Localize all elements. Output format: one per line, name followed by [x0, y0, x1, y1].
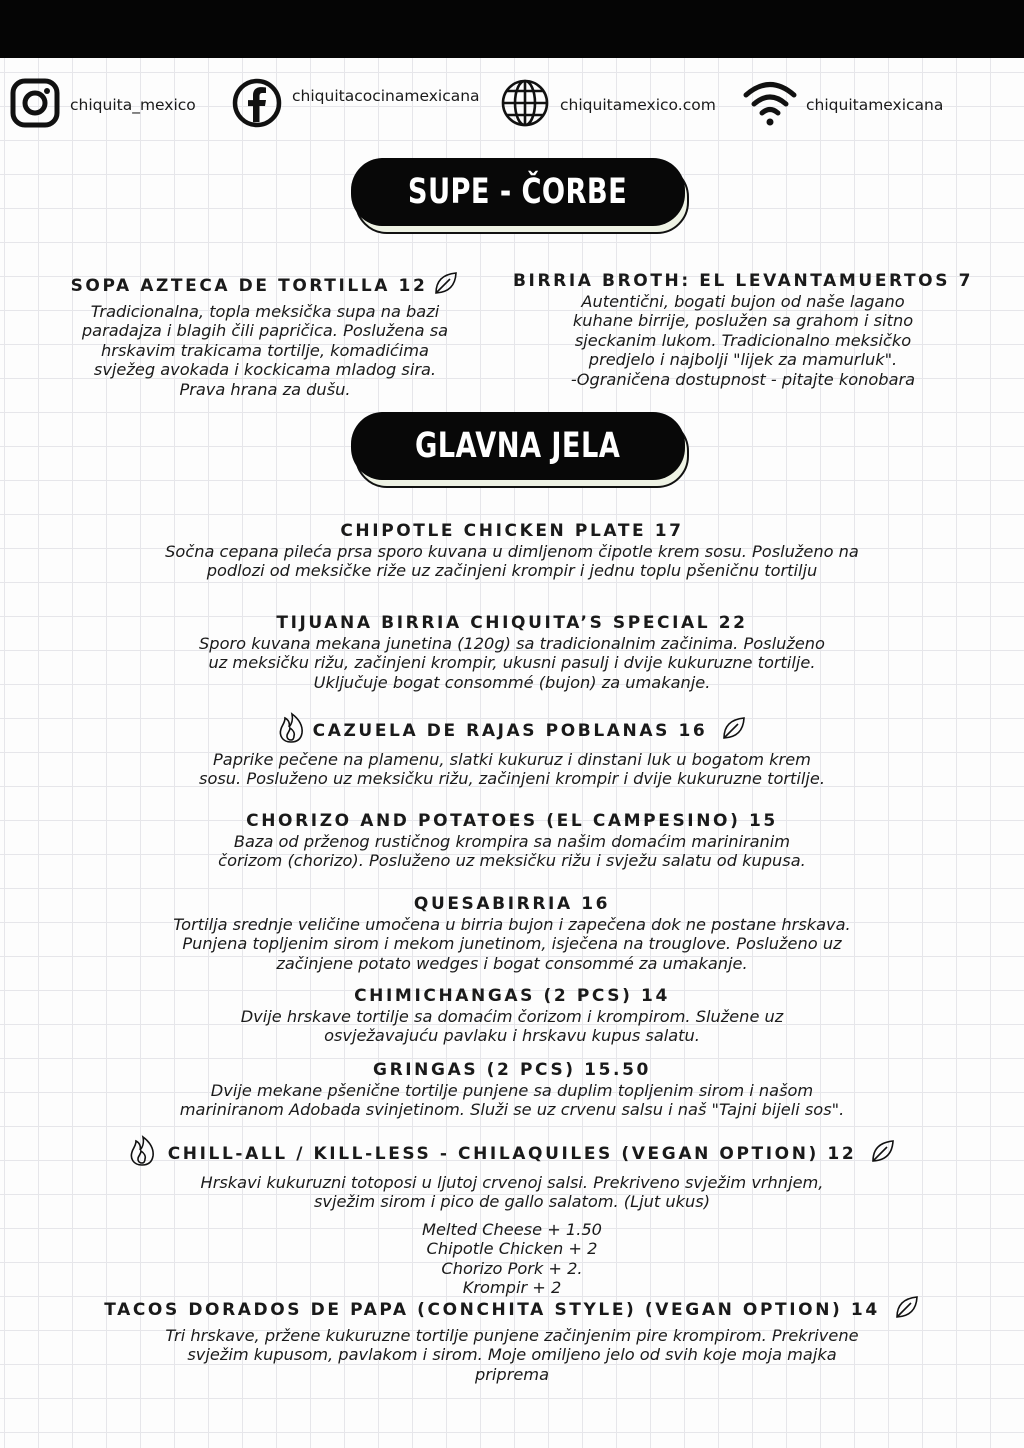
menu-item-chimichangas: CHIMICHANGAS (2 PCS) 14 Dvije hrskave tortilje sa domaćim čorizom i krompirom. Služene uz osvježavajuću pavlaku i hrskavu kupus salatu. [240, 986, 784, 1046]
section-header-soups [351, 158, 689, 234]
item-title: GRINGAS (2 PCS) 15.50 [373, 1060, 651, 1080]
menu-item-chipotle-chicken: CHIPOTLE CHICKEN PLATE 17 Sočna cepana pileća prsa sporo kuvana u dimljenom čipotle krem sosu. Posluženo na podlozi od meksičke riže uz začinjeni krompir i jednu toplu pšeničnu tortilju [165, 521, 859, 581]
menu-item-tijuana-birria: TIJUANA BIRRIA CHIQUITA’S SPECIAL 22 Sporo kuvana mekana junetina (120g) sa tradicionalnim začinima. Posluženo uz meksičku rižu, začinjeni krompir, ukusni pasulj i dvije kukuruzne tortilje. Uključuje bogat consommé (bujon) za umakanje. [199, 613, 825, 692]
menu-item-tacos-dorados: TACOS DORADOS DE PAPA (CONCHITA STYLE) (VEGAN OPTION) 14 Tri hrskave, pržene kukuruzne tortilje punjene začinjenim pire krompirom. Prekrivene svježim kupusom, pavlakom i sirom. Moje omiljeno jelo od svih koje moja majka priprema [40, 1294, 984, 1384]
menu-item-sopa-azteca: SOPA AZTECA DE TORTILLA 12 Tradicionalna, topla meksička supa na bazi paradajza i blagih čili papričica. Poslužena sa hrskavim trakicama tortilje, komadićima svježeg avokada i kockicama mladog sira. Prava hrana za dušu. [30, 270, 500, 399]
item-title: SOPA AZTECA DE TORTILLA 12 [70, 276, 428, 296]
menu-item-birria-broth: BIRRIA BROTH: EL LEVANTAMUERTOS 7 Autentični, bogati bujon od naše lagano kuhane birrije, poslužen sa grahom i sitno sjeckanim lukom. Tradicionalno meksičko predjelo i najbolji "lijek za mamurluk". -Ograničena dostupnost - pitajte konobara [512, 271, 974, 389]
wifi-icon [742, 78, 798, 132]
social-handle: chiquitacocinamexicana [292, 87, 480, 105]
leaf-icon [721, 715, 747, 747]
item-title: QUESABIRRIA 16 [413, 894, 611, 914]
globe-icon [500, 78, 550, 132]
menu-item-chorizo-potatoes: CHORIZO AND POTATOES (EL CAMPESINO) 15 Baza od prženog rustičnog krompira sa našim domaćim mariniranim čorizom (chorizo). Posluženo uz meksičku rižu i svježu salatu od kupusa. [218, 811, 806, 871]
extra-option: Chorizo Pork + 2. [441, 1258, 583, 1278]
social-website[interactable] [500, 78, 716, 132]
menu-item-quesabirria: QUESABIRRIA 16 Tortilja srednje veličine umočena u birria bujon i zapečena dok ne postane hrskava. Punjena topljenim sirom i mekom junetinom, isječena na trouglove. Posluženo uz začinjene potato wedges i bogat consommé za umakanje. [173, 894, 851, 973]
item-title: CHIPOTLE CHICKEN PLATE 17 [340, 521, 684, 541]
extra-option: Melted Cheese + 1.50 [422, 1219, 602, 1239]
flame-icon [128, 1135, 156, 1173]
menu-item-gringas: GRINGAS (2 PCS) 15.50 Dvije mekane pšenične tortilje punjene sa duplim topljenim sirom i našom mariniranom Adobada svinjetinom. Služi se uz crvenu salsu i naš "Tajni bijeli sos". [179, 1060, 845, 1120]
extra-option: Chipotle Chicken + 2 [426, 1239, 598, 1259]
menu-item-cazuela: CAZUELA DE RAJAS POBLANAS 16 Paprike pečene na plamenu, slatki kukuruz i dinstani luk u bogatom krem sosu. Posluženo uz meksičku rižu, začinjeni krompir i dvije kukuruzne tortilje. [40, 712, 984, 789]
leaf-icon [894, 1294, 920, 1326]
social-wifi[interactable] [742, 78, 943, 132]
menu-item-chilaquiles: CHILL-ALL / KILL-LESS - CHILAQUILES (VEGAN OPTION) 12 Hrskavi kukuruzni totoposi u ljutoj crvenoj salsi. Prekriveno svježim vrhnjem, svježim sirom i pico de gallo salatom. (Ljut ukus) Melted Cheese + 1.50 Chipotle Chicken + 2 Chorizo Pork + 2. Krompir + 2 [40, 1135, 984, 1297]
social-instagram[interactable] [10, 78, 196, 132]
leaf-icon [433, 270, 459, 302]
item-title: CAZUELA DE RAJAS POBLANAS 16 [312, 721, 708, 741]
instagram-icon [10, 78, 60, 132]
item-title: TACOS DORADOS DE PAPA (CONCHITA STYLE) (VEGAN OPTION) 14 [104, 1300, 880, 1320]
item-title: CHORIZO AND POTATOES (EL CAMPESINO) 15 [246, 811, 778, 831]
flame-icon [277, 712, 305, 750]
section-title: GLAVNA JELA [415, 426, 621, 466]
top-bar [0, 0, 1024, 58]
item-title: CHIMICHANGAS (2 PCS) 14 [354, 986, 670, 1006]
social-handle: chiquitamexico.com [560, 96, 716, 114]
item-title: CHILL-ALL / KILL-LESS - CHILAQUILES (VEGAN OPTION) 12 [167, 1144, 857, 1164]
extra-option: Krompir + 2 [462, 1278, 562, 1298]
extras-list [40, 1220, 984, 1298]
item-title: TIJUANA BIRRIA CHIQUITA’S SPECIAL 22 [276, 613, 748, 633]
social-handle: chiquitamexicana [806, 96, 944, 114]
item-title: BIRRIA BROTH: EL LEVANTAMUERTOS 7 [512, 271, 974, 291]
social-handle: chiquita_mexico [70, 96, 196, 114]
section-title: SUPE - ČORBE [408, 172, 628, 212]
leaf-icon [870, 1138, 896, 1170]
facebook-icon [232, 78, 282, 132]
social-facebook[interactable] [232, 78, 480, 132]
section-header-mains [351, 412, 689, 488]
